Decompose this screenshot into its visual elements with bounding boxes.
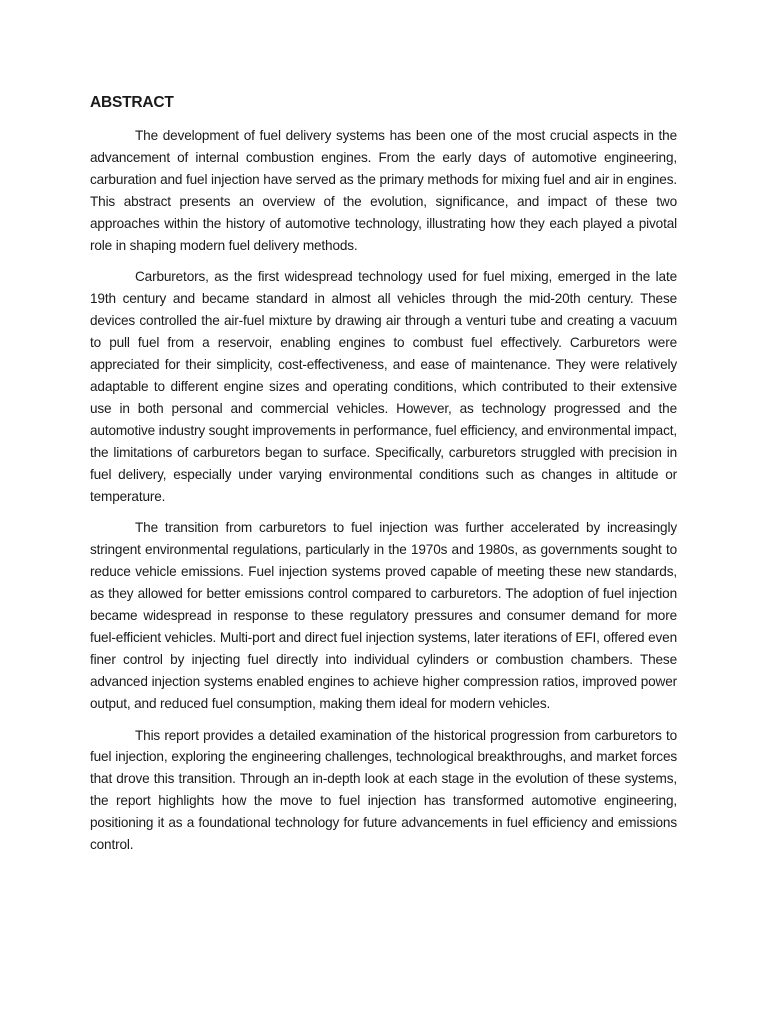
abstract-heading: ABSTRACT xyxy=(90,94,174,111)
document-page xyxy=(90,93,677,866)
paragraph-fuel-injection-transition: The transition from carburetors to fuel injection was further accelerated by increasingly stringent environmental regulations, particularly in the 1970s and 1980s, as governments sought to reduce vehicle emissions. Fuel injection systems proved capable of meeting these new standards, as they allowed for better emissions control compared to carburetors. The adoption of fuel injection became widespread in response to these regulatory pressures and consumer demand for more fuel-efficient vehicles. Multi-port and direct fuel injection systems, later iterations of EFI, offered even finer control by injecting fuel directly into individual cylinders or combustion chambers. These advanced injection systems enabled engines to achieve higher compression ratios, improved power output, and reduced fuel consumption, making them ideal for modern vehicles. xyxy=(90,520,677,711)
paragraph-carburetors: Carburetors, as the first widespread technology used for fuel mixing, emerged in the late 19th century and became standard in almost all vehicles through the mid-20th century. These devices controlled the air-fuel mixture by drawing air through a venturi tube and creating a vacuum to pull fuel from a reservoir, enabling engines to combust fuel effectively. Carburetors were appreciated for their simplicity, cost-effectiveness, and ease of maintenance. They were relatively adaptable to different engine sizes and operating conditions, which contributed to their extensive use in both personal and commercial vehicles. However, as technology progressed and the automotive industry sought improvements in performance, fuel efficiency, and environmental impact, the limitations of carburetors began to surface. Specifically, carburetors struggled with precision in fuel delivery, especially under varying environmental conditions such as changes in altitude or temperature. xyxy=(90,269,677,504)
paragraph-report-overview: This report provides a detailed examination of the historical progression from carburetors to fuel injection, exploring the engineering challenges, technological breakthroughs, and market forces that drove this transition. Through an in-depth look at each stage in the evolution of these systems, the report highlights how the move to fuel injection has transformed automotive engineering, positioning it as a foundational technology for future advancements in fuel efficiency and emissions control. xyxy=(90,727,677,853)
paragraph-introduction: The development of fuel delivery systems has been one of the most crucial aspects in the advancement of internal combustion engines. From the early days of automotive engineering, carburation and fuel injection have served as the primary methods for mixing fuel and air in engines. This abstract presents an overview of the evolution, significance, and impact of these two approaches within the history of automotive technology, illustrating how they each played a pivotal role in shaping modern fuel delivery methods. xyxy=(90,128,677,253)
